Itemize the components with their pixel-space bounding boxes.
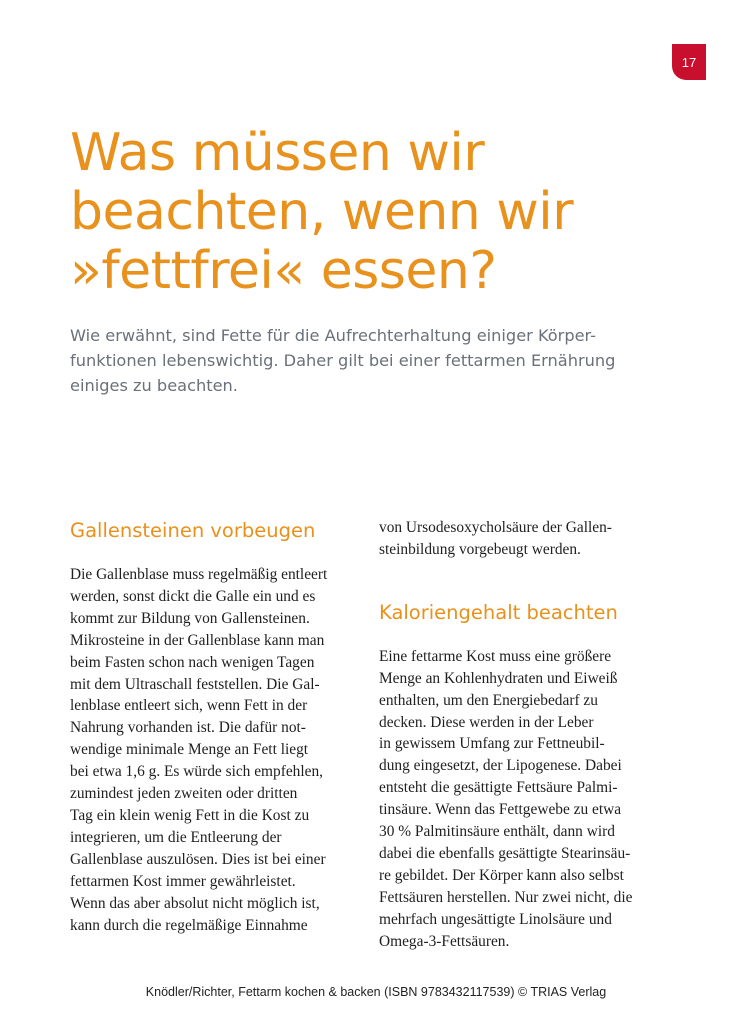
page-number-badge: 17 (672, 44, 706, 80)
body-line: entsteht die gesättigte Fettsäure Palmi- (379, 779, 618, 797)
body-line: dabei die ebenfalls gesättigte Stearinsäu- (379, 844, 631, 862)
lead-line: Wie erwähnt, sind Fette für die Aufrechterhaltung einiger Körper- (70, 326, 597, 345)
footer-citation: Knödler/Richter, Fettarm kochen & backen (ISBN 9783432117539) © TRIAS Verlag (145, 985, 607, 999)
lead-line: funktionen lebenswichtig. Daher gilt bei einer fettarmen Ernährung (70, 351, 616, 370)
title-line: Was müssen wir (70, 123, 485, 183)
body-line: 30 % Palmitinsäure enthält, dann wird (379, 823, 615, 841)
body-line: beim Fasten schon nach wenigen Tagen (70, 653, 315, 671)
body-line: mehrfach ungesättigte Linolsäure und (379, 910, 612, 928)
lead-line: einiges zu beachten. (70, 376, 238, 395)
section-body-kaloriengehalt (379, 646, 679, 953)
lead-paragraph (70, 323, 660, 398)
body-line: re gebildet. Der Körper kann also selbst (379, 866, 624, 884)
title-line: »fettfrei« essen? (70, 241, 497, 301)
body-line: enthalten, um den Energiebedarf zu (379, 691, 598, 709)
right-column (379, 517, 679, 953)
section-continuation (379, 517, 679, 561)
body-line: zumindest jeden zweiten oder dritten (70, 785, 298, 803)
body-line: tinsäure. Wenn das Fettgewebe zu etwa (379, 801, 622, 819)
body-line: bei etwa 1,6 g. Es würde sich empfehlen, (70, 763, 324, 781)
body-line: Mikrosteine in der Gallenblase kann man (70, 631, 325, 649)
left-column (70, 517, 360, 936)
body-line: Tag ein klein wenig Fett in die Kost zu (70, 806, 310, 824)
body-line: kommt zur Bildung von Gallensteinen. (70, 609, 310, 627)
title-line: beachten, wenn wir (70, 182, 574, 242)
body-line: integrieren, um die Entleerung der (70, 828, 282, 846)
body-line: werden, sonst dickt die Galle ein und es (70, 587, 316, 605)
section-heading-gallensteine: Gallensteinen vorbeugen (70, 519, 316, 542)
body-line: Omega-3-Fettsäuren. (379, 932, 510, 950)
body-line: kann durch die regelmäßige Einnahme (70, 916, 308, 934)
body-line: Wenn das aber absolut nicht möglich ist, (70, 894, 320, 912)
body-line: fettarmen Kost immer gewährleistet. (70, 872, 296, 890)
body-line: lenblase entleert sich, wenn Fett in der (70, 697, 308, 715)
body-line: Die Gallenblase muss regelmäßig entleert (70, 566, 328, 583)
body-line: Menge an Kohlenhydraten und Eiweiß (379, 669, 618, 687)
body-line: in gewissem Umfang zur Fettneubil- (379, 735, 605, 753)
body-line: Gallenblase auszulösen. Dies ist bei einer (70, 850, 326, 868)
body-line: decken. Diese werden in der Leber (379, 713, 594, 731)
section-body-gallensteine (70, 564, 360, 936)
body-line: steinbildung vorgebeugt werden. (379, 540, 581, 558)
body-line: Fettsäuren herstellen. Nur zwei nicht, die (379, 888, 633, 906)
body-line: mit dem Ultraschall feststellen. Die Gal- (70, 675, 320, 693)
body-line: Nahrung vorhanden ist. Die dafür not- (70, 719, 306, 737)
body-line: dung eingesetzt, der Lipogenese. Dabei (379, 757, 622, 775)
page-title (70, 124, 670, 301)
body-line: von Ursodesoxycholsäure der Gallen- (379, 519, 612, 536)
body-line: wendige minimale Menge an Fett liegt (70, 741, 309, 759)
body-line: Eine fettarme Kost muss eine größere (379, 647, 612, 665)
section-heading-kaloriengehalt: Kaloriengehalt beachten (379, 600, 618, 624)
